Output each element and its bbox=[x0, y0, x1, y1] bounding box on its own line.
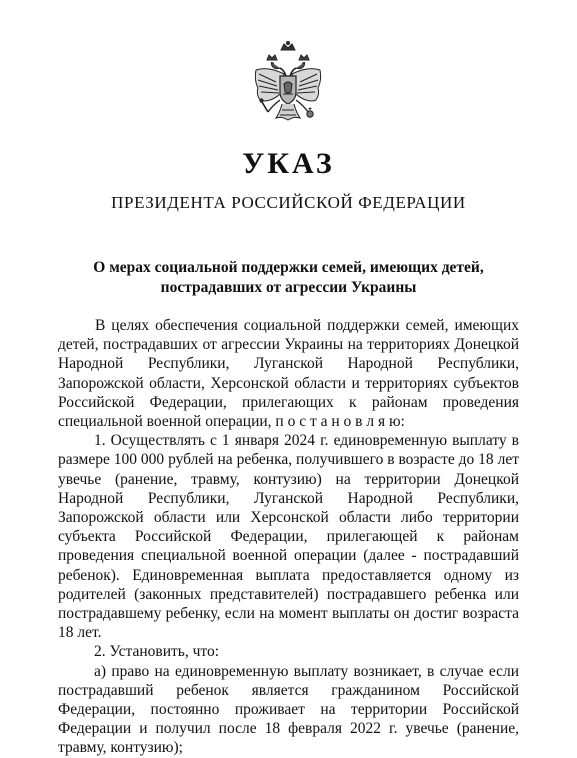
preamble-paragraph: В целях обеспечения социальной поддержки семей, имеющих детей, пострадавших от агрессии Украины на территориях Донецкой Народной Республики, Луганской Народной Республики, Запорожской области, Херсонской области и территориях субъектов Российской Федерации, прилегающих к районам проведения специальной военной операции, п о с т а н о в л я ю: bbox=[58, 317, 519, 431]
document-title-line: пострадавших от агрессии Украины bbox=[160, 279, 417, 296]
clause-1-paragraph: 1. Осуществлять с 1 января 2024 г. единовременную выплату в размере 100 000 рублей на ребенка, получившего в возрасте до 18 лет увечье (ранение, травму, контузию) на территории Донецкой Народной Республики, Луганской Народной Республики, Запорожской области или Херсонской области либо территории субъекта Российской Федерации, прилегающей к районам проведения специальной военной операции (далее - пострадавший ребенок). Единовременная выплата предоставляется одному из родителей (законных представителей) пострадавшего ребенка или пострадавшему ребенку, если на момент выплаты он достиг возраста 18 лет. bbox=[58, 432, 519, 642]
document-title bbox=[60, 258, 517, 298]
coat-of-arms-icon bbox=[250, 40, 326, 132]
clause-2-paragraph: 2. Установить, что: bbox=[94, 643, 220, 661]
clause-2a-paragraph: а) право на единовременную выплату возникает, в случае если пострадавший ребенок является гражданином Российской Федерации, постоянно проживает на территории Российской Федерации и получил после 18 февраля 2022 г. увечье (ранение, травму, контузию); bbox=[58, 662, 519, 757]
document-issuer: ПРЕЗИДЕНТА РОССИЙСКОЙ ФЕДЕРАЦИИ bbox=[111, 193, 466, 212]
document-body bbox=[58, 316, 519, 758]
document-title-line: О мерах социальной поддержки семей, имеющих детей, bbox=[93, 259, 484, 276]
document-type: УКАЗ bbox=[242, 147, 335, 180]
